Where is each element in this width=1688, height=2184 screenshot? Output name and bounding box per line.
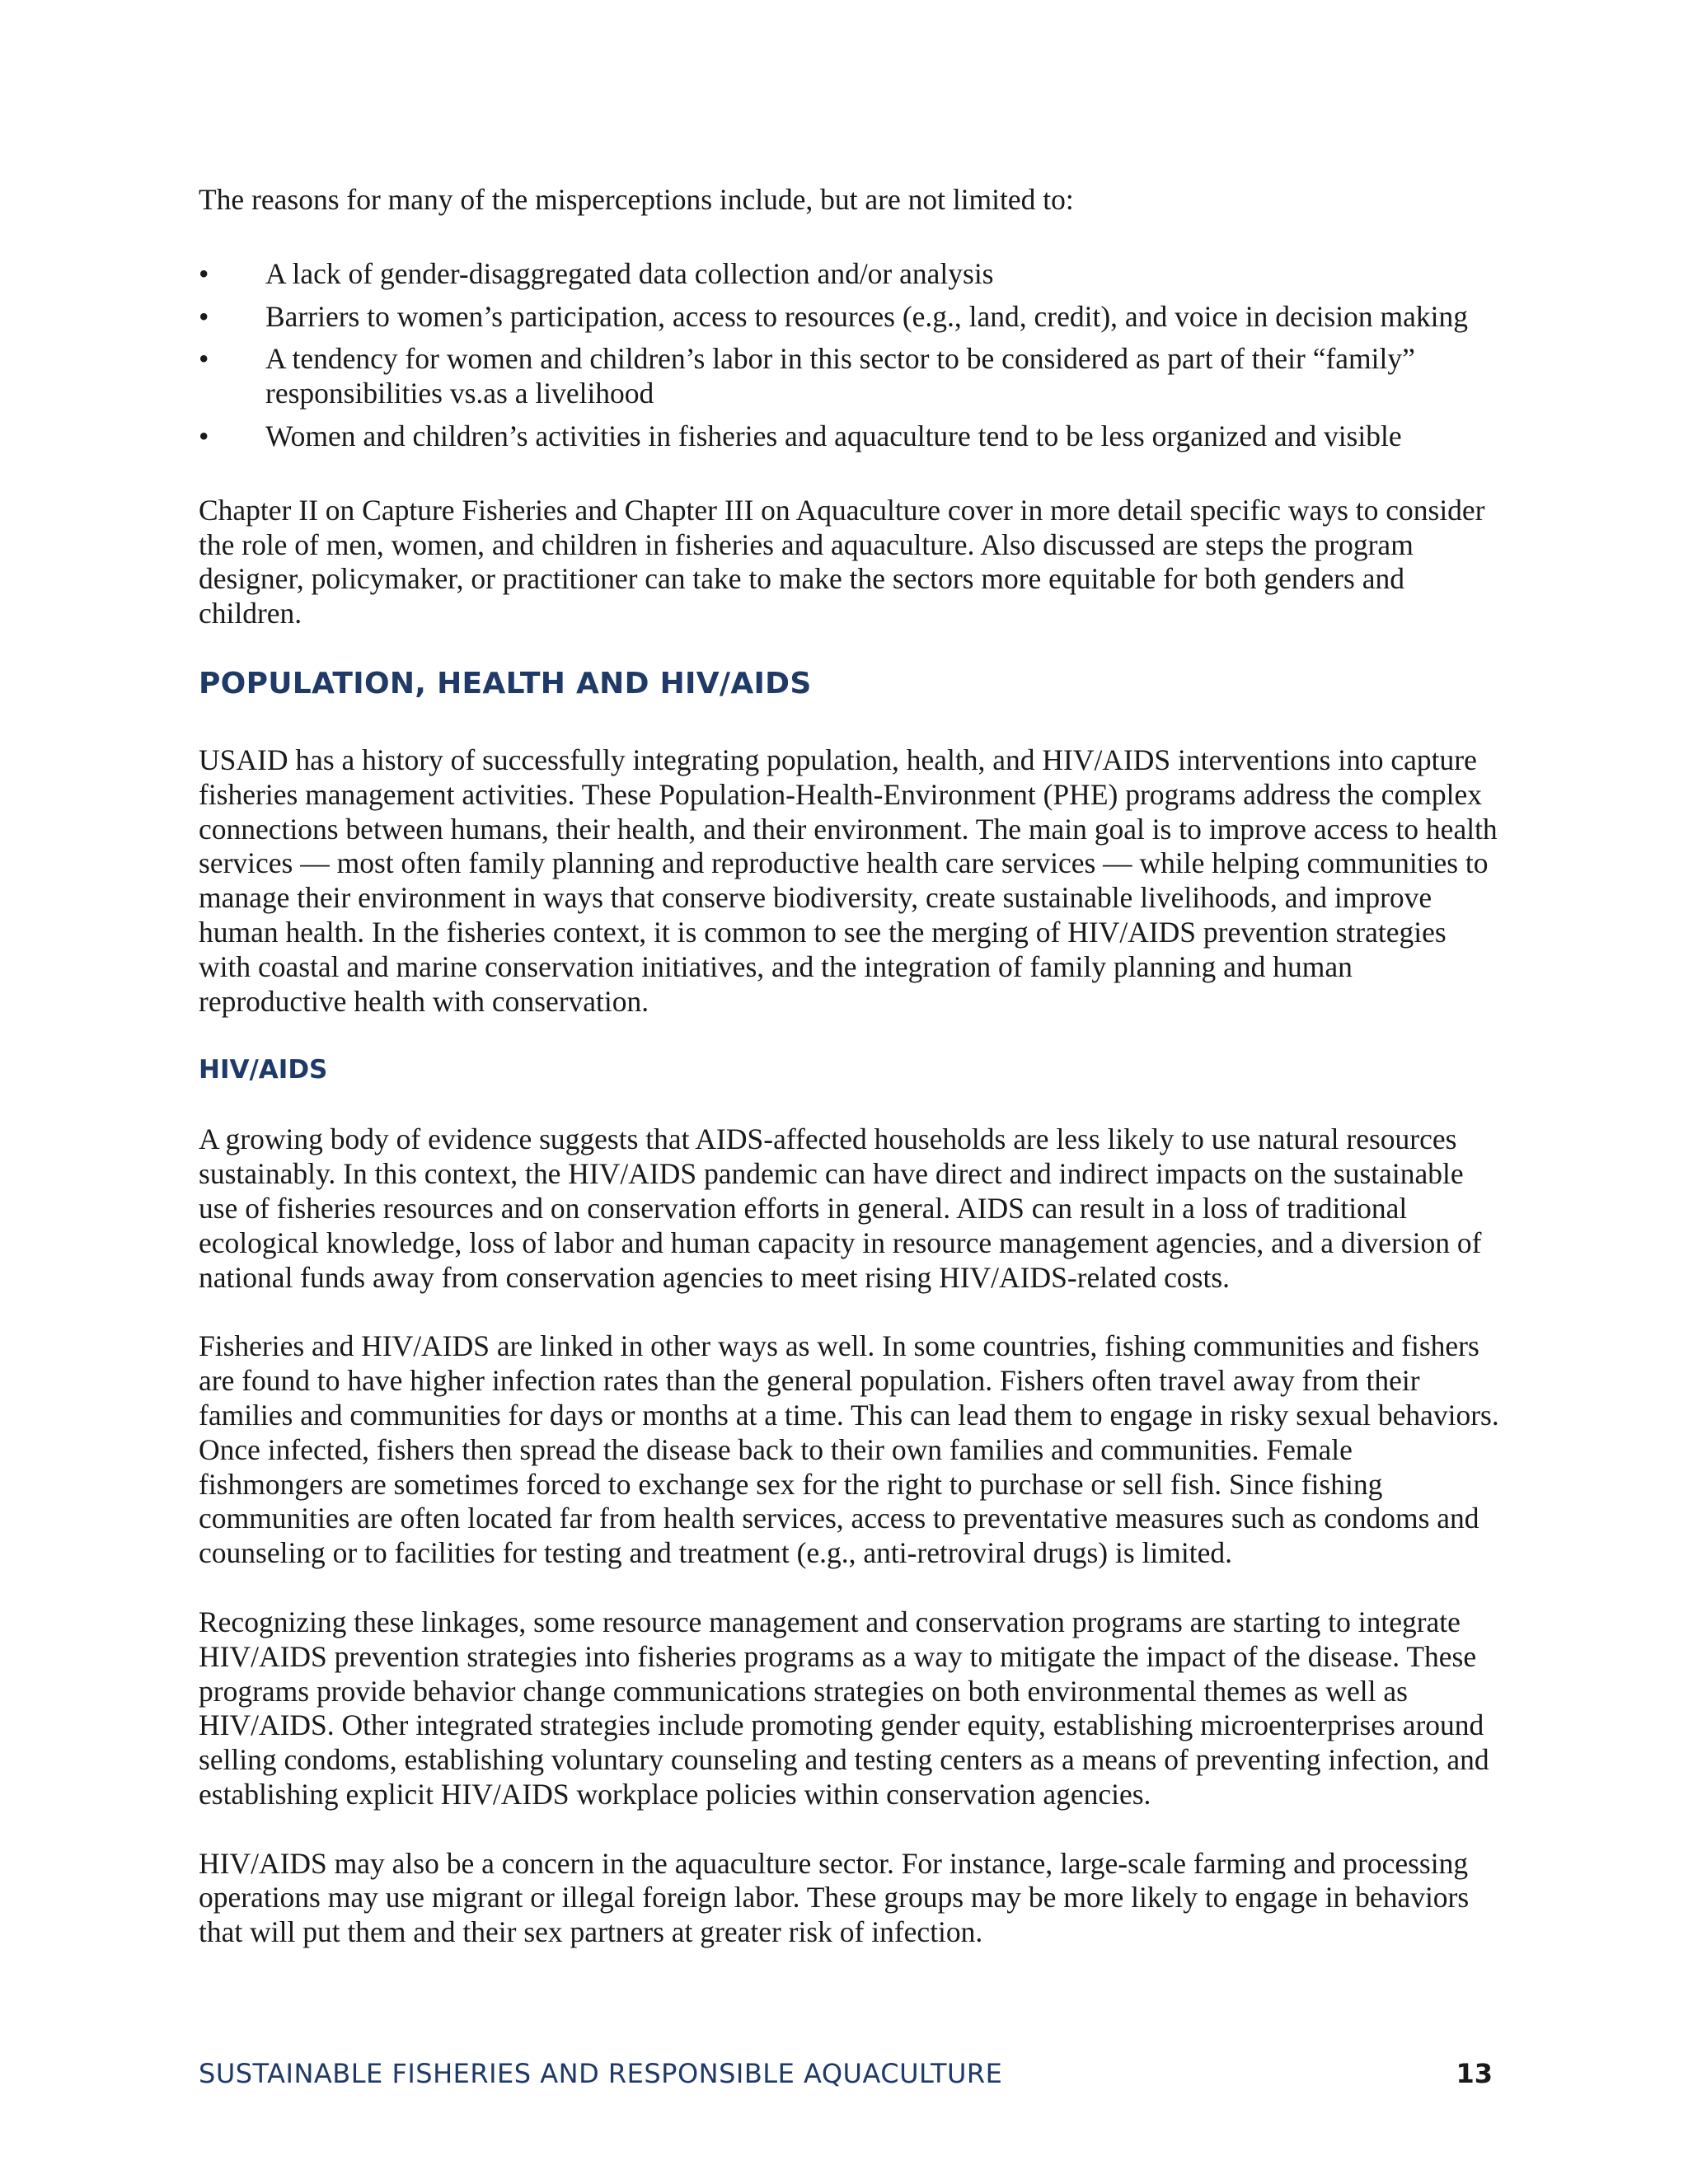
hiv-paragraph: A growing body of evidence suggests that AIDS-affected households are less likely to use natural resources sustainably. In this context, the HIV/AIDS pandemic can have direct and indirect impacts on the sustainable use of fisheries resources and on conservation efforts in general. AIDS can result in a loss of traditional ecological knowledge, loss of labor and human capacity in resource management agencies, and a diversion of national funds away from conservation agencies to meet rising HIV/AIDS-related costs. — [199, 1122, 1482, 1294]
bullet-icon: • — [199, 419, 209, 452]
phe-paragraph: USAID has a history of successfully integrating population, health, and HIV/AIDS interventions into capture fisheries management activities. These Population-Health-Environment (PHE) programs address the complex connections between humans, their health, and their environment. The main goal is to improve access to health services — most often family planning and reproductive health care services — while helping communities to manage their environment in ways that conserve biodiversity, create sustainable livelihoods, and improve human health. In the fisheries context, it is common to see the merging of HIV/AIDS prevention strategies with coastal and marine conservation initiatives, and the integration of family planning and human reproductive health with conservation. — [199, 743, 1498, 1018]
list-item — [199, 300, 1501, 335]
hiv-paragraph: Fisheries and HIV/AIDS are linked in other ways as well. In some countries, fishing communities and fishers are found to have higher infection rates than the general population. Fishers often travel away from their families and communities for days or months at a time. This can lead them to engage in risky sexual behaviors. Once infected, fishers then spread the disease back to their own families and communities. Female fishmongers are sometimes forced to exchange sex for the right to purchase or sell fish. Since fishing communities are often located far from health services, access to preventative measures such as condoms and counseling or to facilities for testing and treatment (e.g., anti-retroviral drugs) is limited. — [199, 1329, 1499, 1570]
chapter-overview-paragraph: Chapter II on Capture Fisheries and Chapter III on Aquaculture cover in more detail specific ways to consider the role of men, women, and children in fisheries and aquaculture. Also discussed are steps the program designer, policymaker, or practitioner can take to make the sectors more equitable for both genders and children. — [199, 493, 1485, 630]
bullet-icon: • — [199, 299, 209, 333]
list-item-text: A lack of gender-disaggregated data collection and/or analysis — [265, 256, 994, 290]
document-body — [199, 183, 1501, 1985]
bullet-icon: • — [199, 342, 209, 376]
list-item-text: Women and children’s activities in fisheries and aquaculture tend to be less organized and visible — [265, 419, 1402, 452]
list-item-text: A tendency for women and children’s labor in this sector to be considered as part of their “family” responsibilities vs.as a livelihood — [265, 342, 1415, 410]
list-item-text: Barriers to women’s participation, access to resources (e.g., land, credit), and voice in decision making — [265, 299, 1468, 333]
hiv-paragraph: Recognizing these linkages, some resource management and conservation programs are starting to integrate HIV/AIDS prevention strategies into fisheries programs as a way to mitigate the impact of the disease. These programs provide behavior change communications strategies on both environmental themes as well as HIV/AIDS. Other integrated strategies include promoting gender equity, establishing microenterprises around selling condoms, establishing voluntary counseling and testing centers as a means of preventing infection, and establishing explicit HIV/AIDS workplace policies within conservation agencies. — [199, 1605, 1489, 1811]
hiv-paragraph: HIV/AIDS may also be a concern in the aquaculture sector. For instance, large-scale farming and processing operations may use migrant or illegal foreign labor. These groups may be more likely to engage in behaviors that will put them and their sex partners at greater risk of infection. — [199, 1846, 1470, 1949]
section-heading: POPULATION, HEALTH AND HIV/AIDS — [199, 666, 812, 701]
list-item — [199, 342, 1501, 411]
page-number: 13 — [1456, 2058, 1493, 2089]
page-footer — [199, 2055, 1493, 2092]
subsection-heading: HIV/AIDS — [199, 1055, 328, 1085]
bullet-icon: • — [199, 256, 209, 290]
misperception-reasons-list — [199, 257, 1501, 454]
list-item — [199, 257, 1501, 292]
intro-paragraph: The reasons for many of the misperceptions include, but are not limited to: — [199, 183, 1074, 216]
list-item — [199, 419, 1501, 454]
footer-title: SUSTAINABLE FISHERIES AND RESPONSIBLE AQUACULTURE — [199, 2058, 1003, 2089]
